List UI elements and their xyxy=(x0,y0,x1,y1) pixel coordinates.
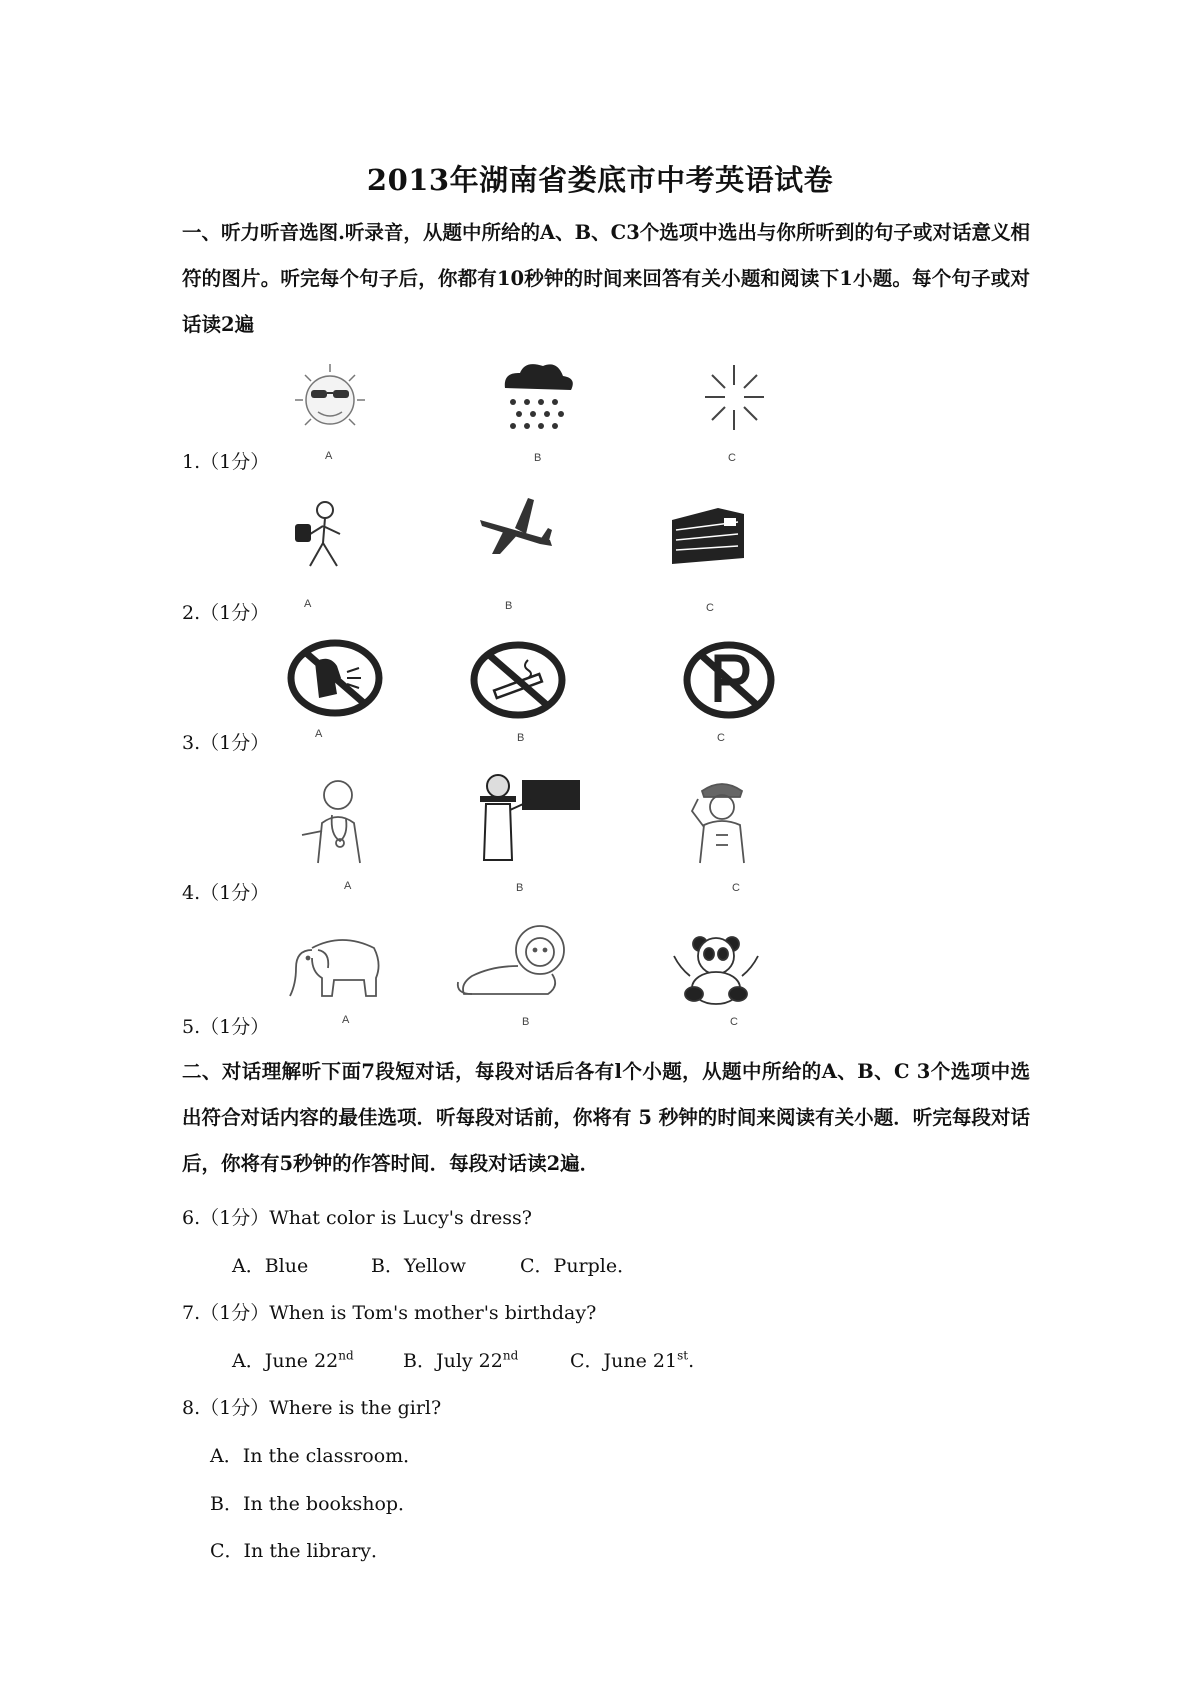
option-letter-c: C xyxy=(717,732,725,744)
doctor-icon xyxy=(288,775,388,865)
no-smoking-icon xyxy=(468,640,568,720)
question-3-label: 3.（1分） xyxy=(182,732,270,754)
train-icon xyxy=(668,500,748,570)
no-parking-icon xyxy=(682,640,777,720)
question-2-label: 2.（1分） xyxy=(182,602,270,624)
question-8-option-a: A．In the classroom． xyxy=(210,1445,423,1467)
lion-icon xyxy=(452,920,577,1005)
question-6-text: 6.（1分）What color is Lucy's dress? xyxy=(182,1207,532,1229)
question-5-label: 5.（1分） xyxy=(182,1016,270,1038)
option-letter-c: C xyxy=(732,882,740,894)
question-8-text: 8.（1分）Where is the girl? xyxy=(182,1397,442,1419)
teacher-icon xyxy=(470,770,585,865)
question-7-text: 7.（1分）When is Tom's mother's birthday? xyxy=(182,1302,597,1324)
question-7-option-a: A．June 22nd xyxy=(232,1348,354,1372)
question-6-option-c: C．Purple． xyxy=(520,1255,637,1277)
section-2-instructions: 二、对话理解听下面7段短对话，每段对话后各有l个小题，从题中所给的A、B、C 3个选项中选出符合对话内容的最佳选项．听每段对话前，你将有 5 秒钟的时间来阅读有关小题．听完每段对话后，你将有5秒钟的作答时间．每段对话读2遍． xyxy=(182,1060,1030,1175)
elephant-icon xyxy=(282,928,397,1003)
airplane-icon xyxy=(470,490,560,565)
panda-icon xyxy=(660,922,770,1007)
option-letter-b: B xyxy=(534,452,542,464)
question-6-option-b: B．Yellow xyxy=(371,1255,466,1277)
option-letter-b: B xyxy=(522,1016,530,1028)
question-7-option-b: B．July 22nd xyxy=(403,1348,519,1372)
question-6-option-a: A．Blue xyxy=(232,1255,309,1277)
page-title: 2013年湖南省娄底市中考英语试卷 xyxy=(366,163,834,197)
question-8-option-c: C．In the library． xyxy=(210,1540,391,1562)
question-4-label: 4.（1分） xyxy=(182,882,270,904)
option-letter-b: B xyxy=(505,600,513,612)
option-letter-a: A xyxy=(304,598,312,610)
option-letter-b: B xyxy=(516,882,524,894)
sun-with-sunglasses-icon xyxy=(285,360,375,435)
snowflake-icon xyxy=(697,360,772,435)
option-letter-c: C xyxy=(730,1016,738,1028)
option-letter-a: A xyxy=(344,880,352,892)
option-letter-a: A xyxy=(342,1014,350,1026)
option-letter-c: C xyxy=(706,602,714,614)
option-letter-a: A xyxy=(315,728,323,740)
option-letter-a: A xyxy=(325,450,333,462)
question-7-option-c: C．June 21st. xyxy=(570,1348,695,1372)
question-8-option-b: B．In the bookshop． xyxy=(210,1493,418,1515)
rain-cloud-icon xyxy=(495,358,580,433)
option-letter-c: C xyxy=(728,452,736,464)
section-1-instructions: 一、听力听音选图.听录音，从题中所给的A、B、C3个选项中选出与你所听到的句子或对话意义相符的图片。听完每个句子后，你都有10秒钟的时间来回答有关小题和阅读下1小题。每个句子或对话读2遍 xyxy=(182,221,1030,336)
option-letter-b: B xyxy=(517,732,525,744)
walking-person-icon xyxy=(285,498,365,573)
no-shouting-icon xyxy=(285,638,385,718)
question-1-label: 1.（1分） xyxy=(182,451,270,473)
police-officer-icon xyxy=(680,775,765,865)
